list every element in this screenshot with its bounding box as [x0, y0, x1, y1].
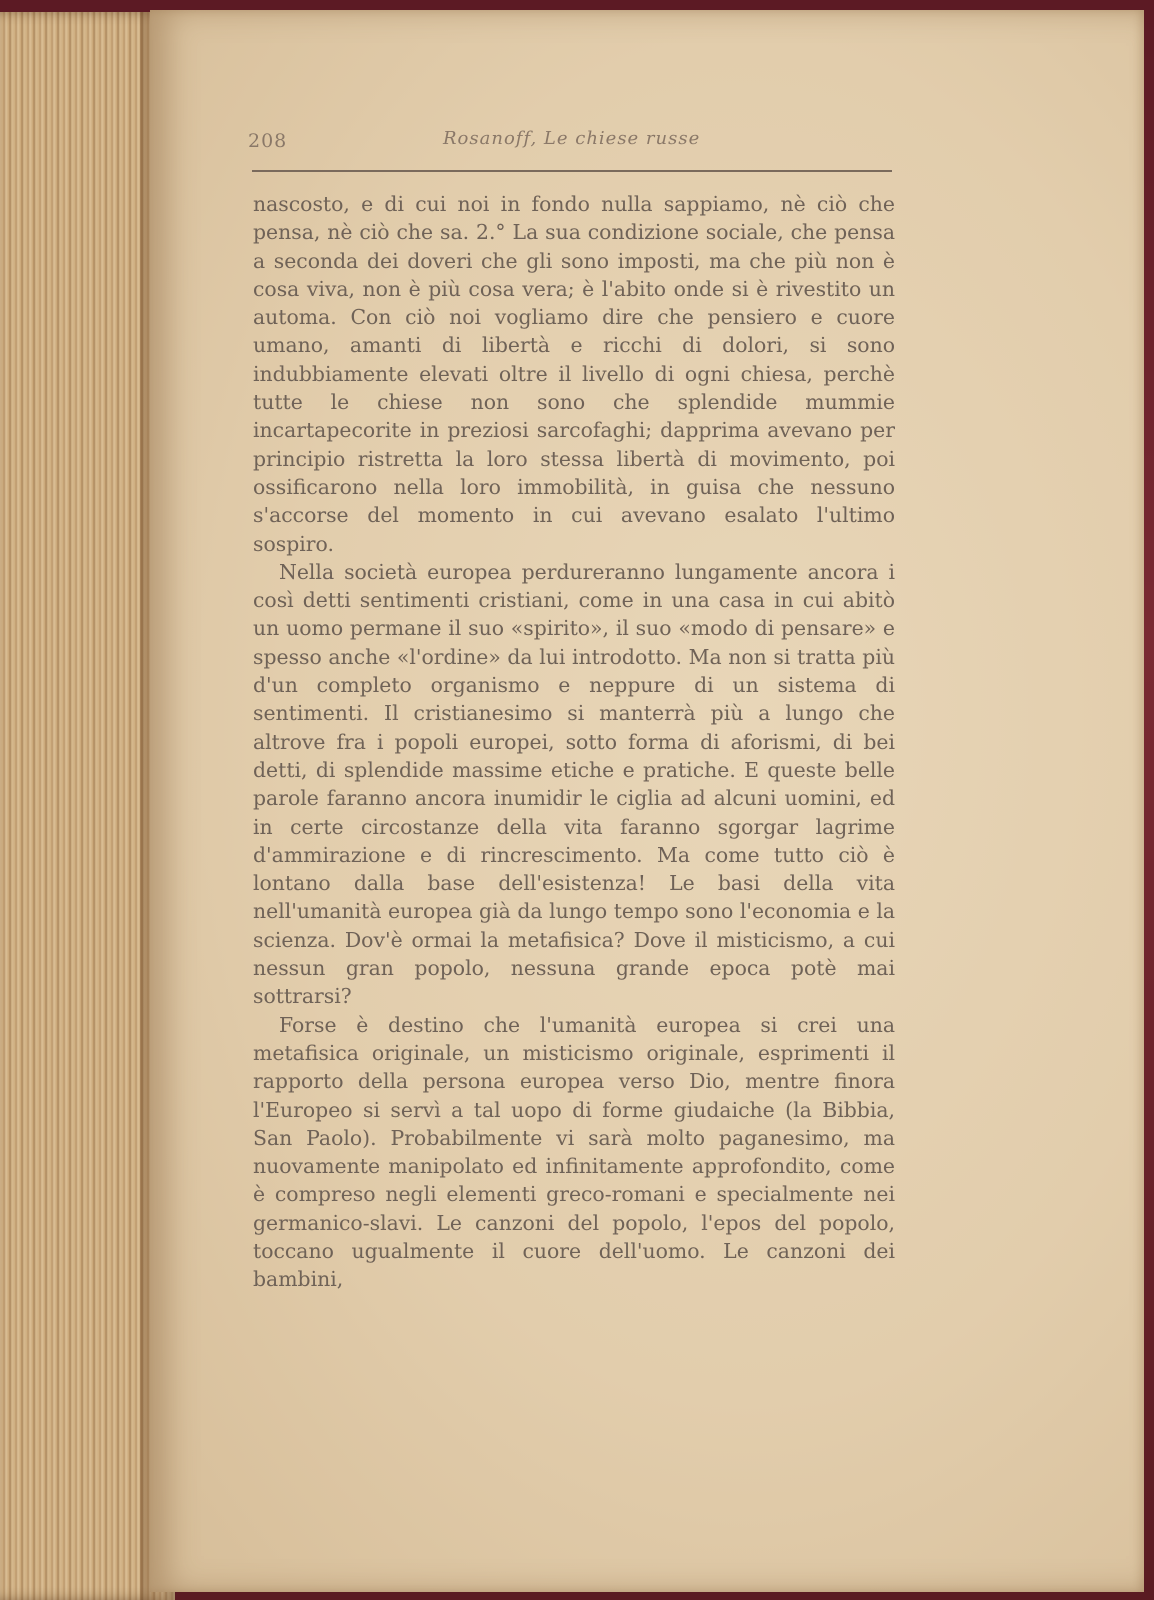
page-stack-edge [0, 12, 175, 1600]
body-text [253, 190, 895, 1294]
page-number: 208 [248, 130, 288, 152]
page-header [248, 118, 893, 162]
paragraph-2: Nella società europea perdureranno lungamente ancora i così detti sentimenti cristiani, come in una casa in cui abitò un uomo permane il suo «spirito», il suo «modo di pensare» e spesso anche «l'ordine» da lui introdotto. Ma non si tratta più d'un completo organismo e neppure di un sistema di sentimenti. Il cristianesimo si manterrà più a lungo che altrove fra i popoli europei, sotto forma di aforismi, di bei detti, di splendide massime etiche e pratiche. E queste belle parole faranno ancora inumidir le ciglia ad alcuni uomini, ed in certe circostanze della vita faranno sgorgar lagrime d'ammirazione e di rincrescimento. Ma come tutto ciò è lontano dalla base dell'esistenza! Le basi della vita nell'umanità europea già da lungo tempo sono l'economia e la scienza. Dov'è ormai la metafisica? Dove il misticismo, a cui nessun gran popolo, nessuna grande epoca potè mai sottrarsi? [253, 559, 895, 1009]
paragraph-3: Forse è destino che l'umanità europea si crei una metafisica originale, un misticismo originale, esprimenti il rapporto della persona europea verso Dio, mentre finora l'Europeo si servì a tal uopo di forme giudaiche (la Bibbia, San Paolo). Probabilmente vi sarà molto paganesimo, ma nuovamente manipolato ed infinitamente approfondito, come è compreso negli elementi greco-romani e specialmente nei germanico-slavi. Le canzoni del popolo, l'epos del popolo, toccano ugualmente il cuore dell'uomo. Le canzoni dei bambini, [253, 1012, 895, 1292]
paragraph-1: nascosto, e di cui noi in fondo nulla sappiamo, nè ciò che pensa, nè ciò che sa. 2.° La sua condizione sociale, che pensa a seconda dei doveri che gli sono imposti, ma che più non è cosa viva, non è più cosa vera; è l'abito onde si è rivestito un automa. Con ciò noi vogliamo dire che pensiero e cuore umano, amanti di libertà e ricchi di dolori, si sono indubbiamente elevati oltre il livello di ogni chiesa, perchè tutte le chiese non sono che splendide mummie incartapecorite in preziosi sarcofaghi; dapprima avevano per principio ristretta la loro stessa libertà di movimento, poi ossificarono nella loro immobilità, in guisa che nessuno s'accorse del momento in cui avevano esalato l'ultimo sospiro. [253, 192, 895, 556]
header-rule [252, 170, 892, 172]
running-head: Rosanoff, Le chiese russe [443, 128, 701, 149]
